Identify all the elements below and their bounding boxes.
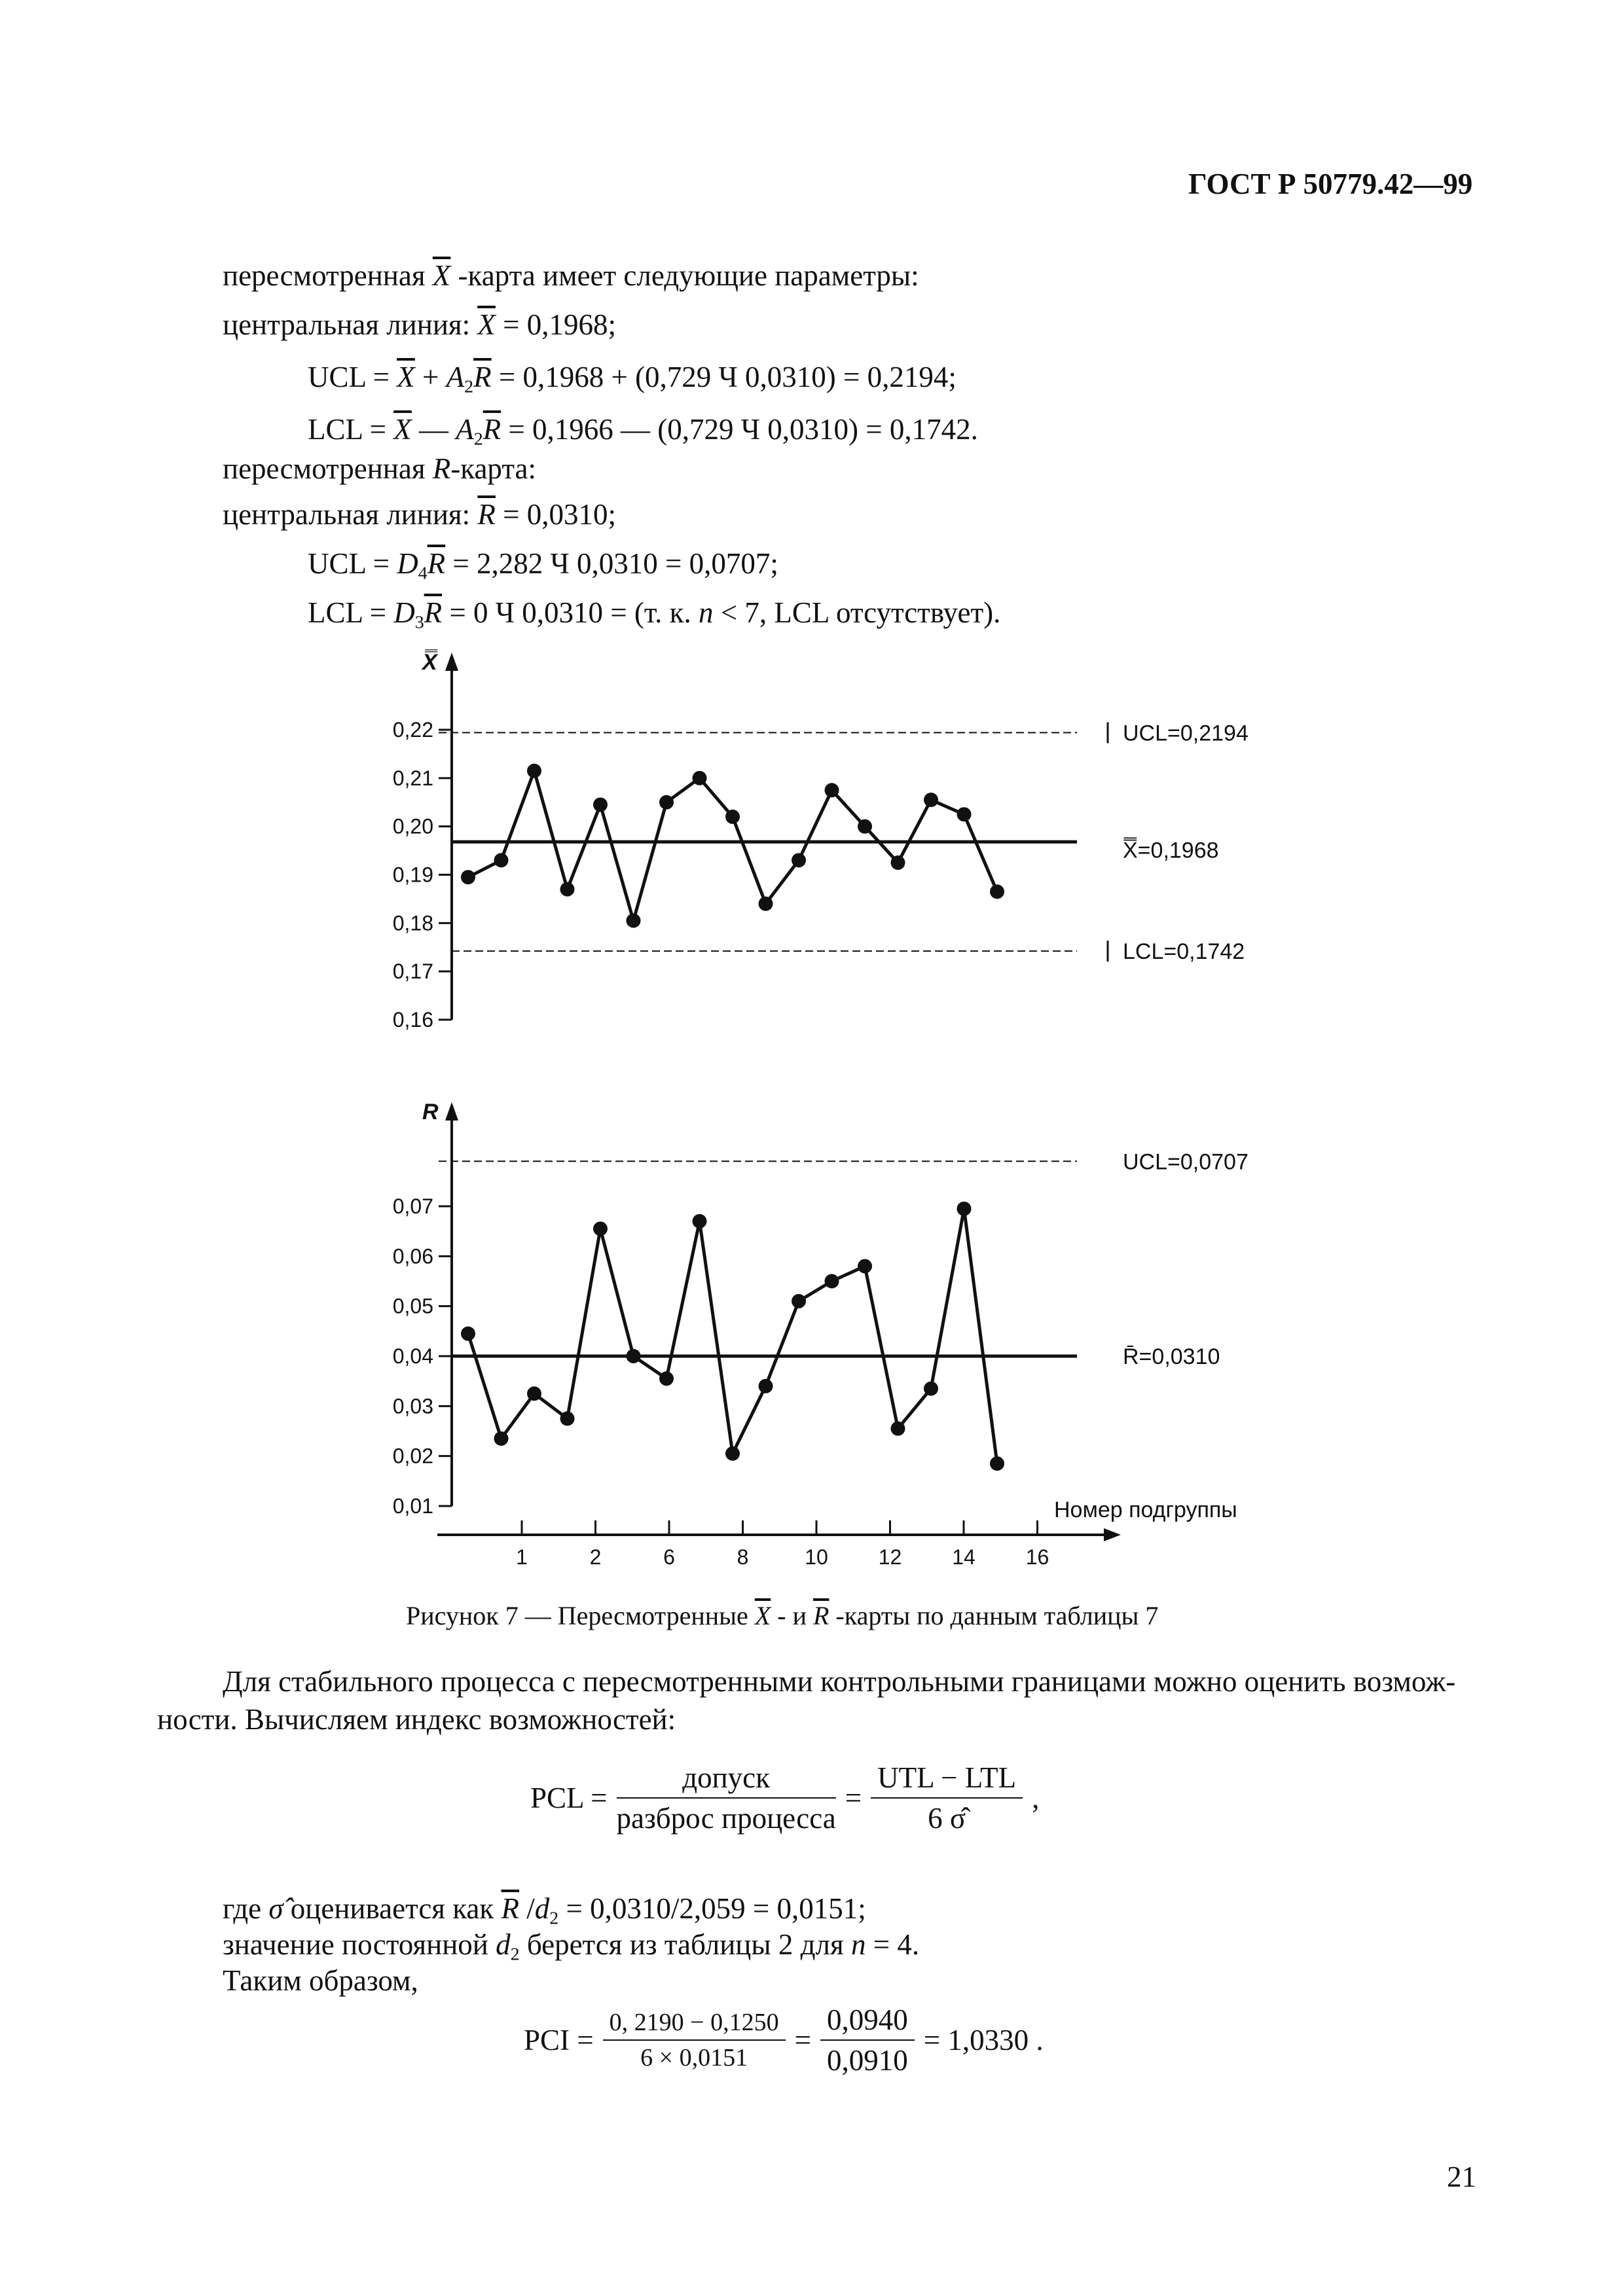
r-ucl: UCL = $D_4\overline{R} = 2,282$ Ч 0,0310 = 0,0707; <box>308 547 778 584</box>
constant-d2: значение постоянной $d_2$ берется из таблицы 2 для n = 4. <box>223 1928 920 1965</box>
data-point <box>858 1259 872 1274</box>
x-tick-label: 14 <box>952 1545 976 1569</box>
x-axis-label: Номер подгруппы <box>1054 1498 1237 1522</box>
x-tick-label: 16 <box>1025 1545 1049 1569</box>
data-point <box>593 1221 608 1236</box>
data-point <box>990 1456 1004 1471</box>
y-tick-label: 0,22 <box>392 718 433 742</box>
x-tick-label: 10 <box>805 1545 828 1569</box>
r-intro: пересмотренная R-карта: <box>223 452 537 485</box>
y-tick-label: 0,04 <box>392 1344 433 1368</box>
data-point <box>659 795 674 810</box>
data-point <box>924 793 938 807</box>
y-axis-arrow <box>445 653 458 671</box>
center-label: R̄=0,0310 <box>1123 1344 1220 1369</box>
y-tick-label: 0,18 <box>392 911 433 935</box>
series-line <box>468 1209 997 1463</box>
xbar-lcl: LCL = $\overline{X}$ — $A_2\overline{R} = 0,1966$ — (0,729 Ч 0,0310) = 0,1742. <box>308 413 978 450</box>
y-tick-label: 0,01 <box>392 1494 433 1518</box>
xbar-center-line: центральная линия: $\overline{X} = 0,1968$; <box>223 308 616 341</box>
data-point <box>693 771 707 785</box>
standard-number: ГОСТ Р 50779.42—99 <box>1188 168 1473 200</box>
xbar-chart <box>393 649 1249 1031</box>
data-point <box>627 914 641 928</box>
data-point <box>725 1446 740 1461</box>
ucl-label: UCL=0,2194 <box>1123 721 1249 746</box>
data-point <box>759 1379 773 1393</box>
y-tick-label: 0,19 <box>392 863 433 887</box>
y-axis-arrow <box>445 1102 458 1121</box>
data-point <box>494 853 509 867</box>
paragraph-capability: Для стабильного процесса с пересмотренными контрольными границами можно оценить возмож- ности. Вычисляем индекс возможностей: <box>157 1665 1456 1736</box>
y-tick-label: 0,02 <box>392 1444 433 1468</box>
control-charts <box>0 635 1623 1590</box>
y-tick-label: 0,16 <box>392 1008 433 1031</box>
r-chart <box>393 1100 1249 1569</box>
sigma-estimate: где σ̂ оценивается как $\overline{R}$ $/d_2 = 0,0310/2,059 = 0,0151$; <box>223 1892 866 1929</box>
r-lcl: LCL = $D_3\overline{R} = 0$ Ч 0,0310 = (т. к. n < 7, LCL отсутствует). <box>308 596 1001 633</box>
pcl-formula: PCL = $\frac{\text{допуск}}{\text{разброс процесса}}$ = $\frac{\text{UTL − LTL}}{6 \sigmâ}$ , <box>530 1761 1040 1835</box>
series-line <box>468 771 997 921</box>
ucl-label: UCL=0,0707 <box>1123 1149 1249 1175</box>
data-point <box>825 1274 839 1289</box>
pci-formula: PCI = $\frac{0, 2190 - 0,1250}{6 \times 0,0151}$ = $\frac{0,0940}{0,0910}$ = 1,0330 . <box>524 2003 1044 2077</box>
x-tick-label: 8 <box>737 1545 749 1569</box>
data-point <box>593 797 608 812</box>
data-point <box>891 1422 905 1436</box>
y-tick-label: 0,03 <box>392 1394 433 1418</box>
x-axis-arrow <box>1104 1528 1121 1541</box>
figure-caption: Рисунок 7 — Пересмотренные $\overline{X}$ - и $\overline{R}$ -карты по данным таблицы 7 <box>406 1601 1159 1630</box>
y-tick-label: 0,06 <box>392 1244 433 1268</box>
thus-text: Таким образом, <box>223 1964 418 1997</box>
x-tick-label: 12 <box>878 1545 902 1569</box>
data-point <box>627 1349 641 1363</box>
data-point <box>792 1294 806 1308</box>
data-point <box>659 1371 674 1386</box>
y-axis-label: R <box>422 1100 439 1124</box>
x-tick-label: 1 <box>516 1545 528 1569</box>
y-tick-label: 0,17 <box>392 960 433 984</box>
y-tick-label: 0,05 <box>392 1294 433 1318</box>
data-point <box>527 764 541 778</box>
xbar-intro: пересмотренная $\overline{X}$ -карта имеет следующие параметры: <box>223 259 919 292</box>
data-point <box>693 1214 707 1229</box>
y-tick-label: 0,21 <box>392 766 433 790</box>
xbar-ucl: UCL = $\overline{X} + A_2\overline{R} = 0,1968 + (0,729$ Ч 0,0310) = 0,2194; <box>308 361 957 397</box>
center-label: X̿=0,1968 <box>1123 838 1219 863</box>
data-point <box>759 897 773 911</box>
data-point <box>957 1202 972 1216</box>
data-point <box>792 853 806 867</box>
data-point <box>924 1382 938 1396</box>
data-point <box>461 1327 475 1341</box>
data-point <box>560 1411 575 1426</box>
data-point <box>891 855 905 870</box>
y-tick-label: 0,07 <box>392 1194 433 1218</box>
data-point <box>858 819 872 834</box>
data-point <box>725 810 740 824</box>
x-tick-label: 6 <box>663 1545 675 1569</box>
x-tick-label: 2 <box>589 1545 602 1569</box>
data-point <box>527 1386 541 1401</box>
y-tick-label: 0,20 <box>392 814 433 838</box>
data-point <box>560 882 575 897</box>
page-number: 21 <box>1447 2161 1476 2193</box>
data-point <box>494 1431 509 1446</box>
data-point <box>461 870 475 884</box>
y-axis-label: X̿ <box>422 650 437 675</box>
r-center-line: центральная линия: $\overline{R} = 0,0310$; <box>223 498 616 531</box>
data-point <box>957 807 972 821</box>
lcl-label: LCL=0,1742 <box>1123 939 1245 965</box>
data-point <box>990 884 1004 899</box>
data-point <box>825 783 839 797</box>
